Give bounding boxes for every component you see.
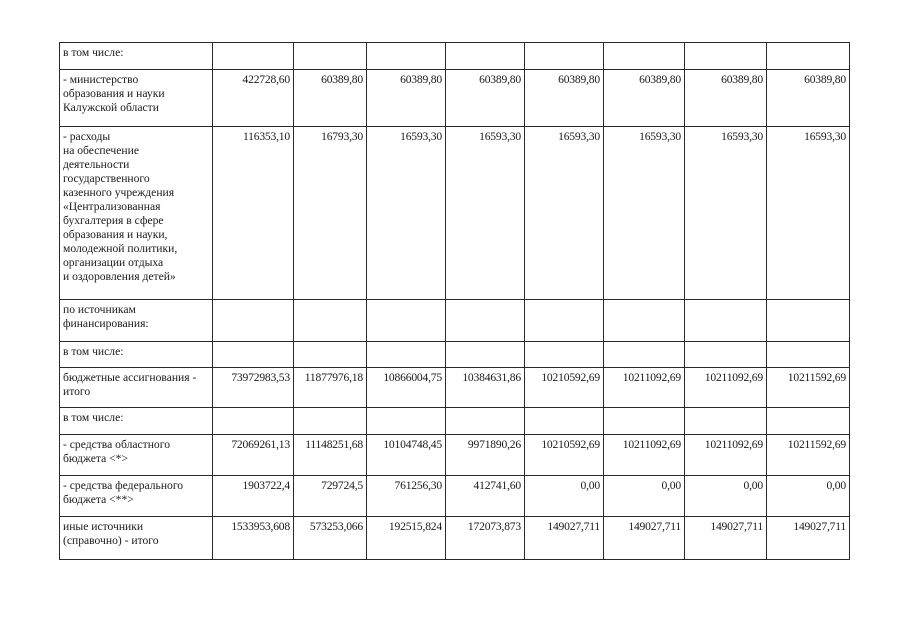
table-cell: 10211592,69 xyxy=(767,368,850,408)
table-cell: 73972983,53 xyxy=(213,368,294,408)
table-cell: 761256,30 xyxy=(367,476,446,517)
table-cell: 0,00 xyxy=(604,476,685,517)
table-cell: 60389,80 xyxy=(525,70,604,127)
table-cell: 10210592,69 xyxy=(525,368,604,408)
table-cell: 9971890,26 xyxy=(446,435,525,476)
table-cell xyxy=(767,300,850,342)
table-cell: 149027,711 xyxy=(685,517,767,560)
table-cell: 10210592,69 xyxy=(525,435,604,476)
table-cell xyxy=(767,342,850,368)
table-cell: 1903722,4 xyxy=(213,476,294,517)
table-cell xyxy=(213,300,294,342)
table-cell: 0,00 xyxy=(767,476,850,517)
table-cell: 10211092,69 xyxy=(685,368,767,408)
row-label: бюджетные ассигнования - итого xyxy=(60,368,213,408)
row-label: - средства федерального бюджета <**> xyxy=(60,476,213,517)
table-cell: 729724,5 xyxy=(294,476,367,517)
table-cell xyxy=(294,43,367,70)
table-cell xyxy=(446,342,525,368)
table-cell xyxy=(213,342,294,368)
table-cell: 10211092,69 xyxy=(604,368,685,408)
row-label: по источникам финансирования: xyxy=(60,300,213,342)
table-cell xyxy=(685,408,767,435)
row-label: в том числе: xyxy=(60,408,213,435)
table-row xyxy=(60,300,850,342)
table-cell xyxy=(525,342,604,368)
table-cell: 116353,10 xyxy=(213,127,294,300)
table-cell xyxy=(367,300,446,342)
table-cell xyxy=(294,342,367,368)
table-cell: 60389,80 xyxy=(294,70,367,127)
table-row xyxy=(60,43,850,70)
table-cell: 10104748,45 xyxy=(367,435,446,476)
table-row xyxy=(60,368,850,408)
table-cell xyxy=(604,342,685,368)
table-cell xyxy=(525,408,604,435)
table-cell: 10211092,69 xyxy=(685,435,767,476)
table-cell: 1533953,608 xyxy=(213,517,294,560)
table-cell xyxy=(213,408,294,435)
table-cell xyxy=(604,300,685,342)
row-label: в том числе: xyxy=(60,43,213,70)
table-cell: 16593,30 xyxy=(367,127,446,300)
table-cell: 412741,60 xyxy=(446,476,525,517)
table-row xyxy=(60,476,850,517)
table-cell xyxy=(685,300,767,342)
table-cell: 16593,30 xyxy=(767,127,850,300)
table-cell: 16593,30 xyxy=(685,127,767,300)
table-cell: 10866004,75 xyxy=(367,368,446,408)
table-cell: 60389,80 xyxy=(685,70,767,127)
table-cell xyxy=(446,43,525,70)
table-cell xyxy=(367,342,446,368)
row-label: в том числе: xyxy=(60,342,213,368)
table-row xyxy=(60,127,850,300)
table-cell xyxy=(685,43,767,70)
table-cell: 149027,711 xyxy=(604,517,685,560)
table-row xyxy=(60,408,850,435)
table-cell: 60389,80 xyxy=(367,70,446,127)
table-cell xyxy=(446,300,525,342)
table-cell: 422728,60 xyxy=(213,70,294,127)
table-cell xyxy=(767,408,850,435)
table-cell: 16793,30 xyxy=(294,127,367,300)
table-cell: 192515,824 xyxy=(367,517,446,560)
table-cell xyxy=(367,43,446,70)
table-cell: 149027,711 xyxy=(525,517,604,560)
table-cell: 16593,30 xyxy=(604,127,685,300)
table-cell: 172073,873 xyxy=(446,517,525,560)
table-cell: 573253,066 xyxy=(294,517,367,560)
row-label: - министерство образования и науки Калужской области xyxy=(60,70,213,127)
table-row xyxy=(60,70,850,127)
table-cell: 16593,30 xyxy=(446,127,525,300)
table-cell: 60389,80 xyxy=(604,70,685,127)
table-cell: 60389,80 xyxy=(446,70,525,127)
table-cell xyxy=(767,43,850,70)
table-cell: 11877976,18 xyxy=(294,368,367,408)
table-cell xyxy=(446,408,525,435)
table-cell xyxy=(294,408,367,435)
financing-table xyxy=(59,42,850,560)
table-cell: 10211092,69 xyxy=(604,435,685,476)
table-cell xyxy=(604,43,685,70)
row-label: иные источники (справочно) - итого xyxy=(60,517,213,560)
table-cell xyxy=(213,43,294,70)
table-cell xyxy=(294,300,367,342)
table-cell: 10384631,86 xyxy=(446,368,525,408)
table-cell: 60389,80 xyxy=(767,70,850,127)
table-row xyxy=(60,342,850,368)
table-cell: 0,00 xyxy=(525,476,604,517)
table-cell: 149027,711 xyxy=(767,517,850,560)
table-cell xyxy=(604,408,685,435)
row-label: - расходы на обеспечение деятельности государственного казенного учреждения «Централизованная бухгалтерия в сфере образования и науки, молодежной политики, организации отдыха и оздоровления детей» xyxy=(60,127,213,300)
table-cell xyxy=(367,408,446,435)
table-cell: 0,00 xyxy=(685,476,767,517)
table-cell xyxy=(685,342,767,368)
table-cell xyxy=(525,300,604,342)
table-cell: 11148251,68 xyxy=(294,435,367,476)
table-cell: 10211592,69 xyxy=(767,435,850,476)
table-cell: 16593,30 xyxy=(525,127,604,300)
table-row xyxy=(60,517,850,560)
row-label: - средства областного бюджета <*> xyxy=(60,435,213,476)
table-cell: 72069261,13 xyxy=(213,435,294,476)
table-row xyxy=(60,435,850,476)
table-cell xyxy=(525,43,604,70)
